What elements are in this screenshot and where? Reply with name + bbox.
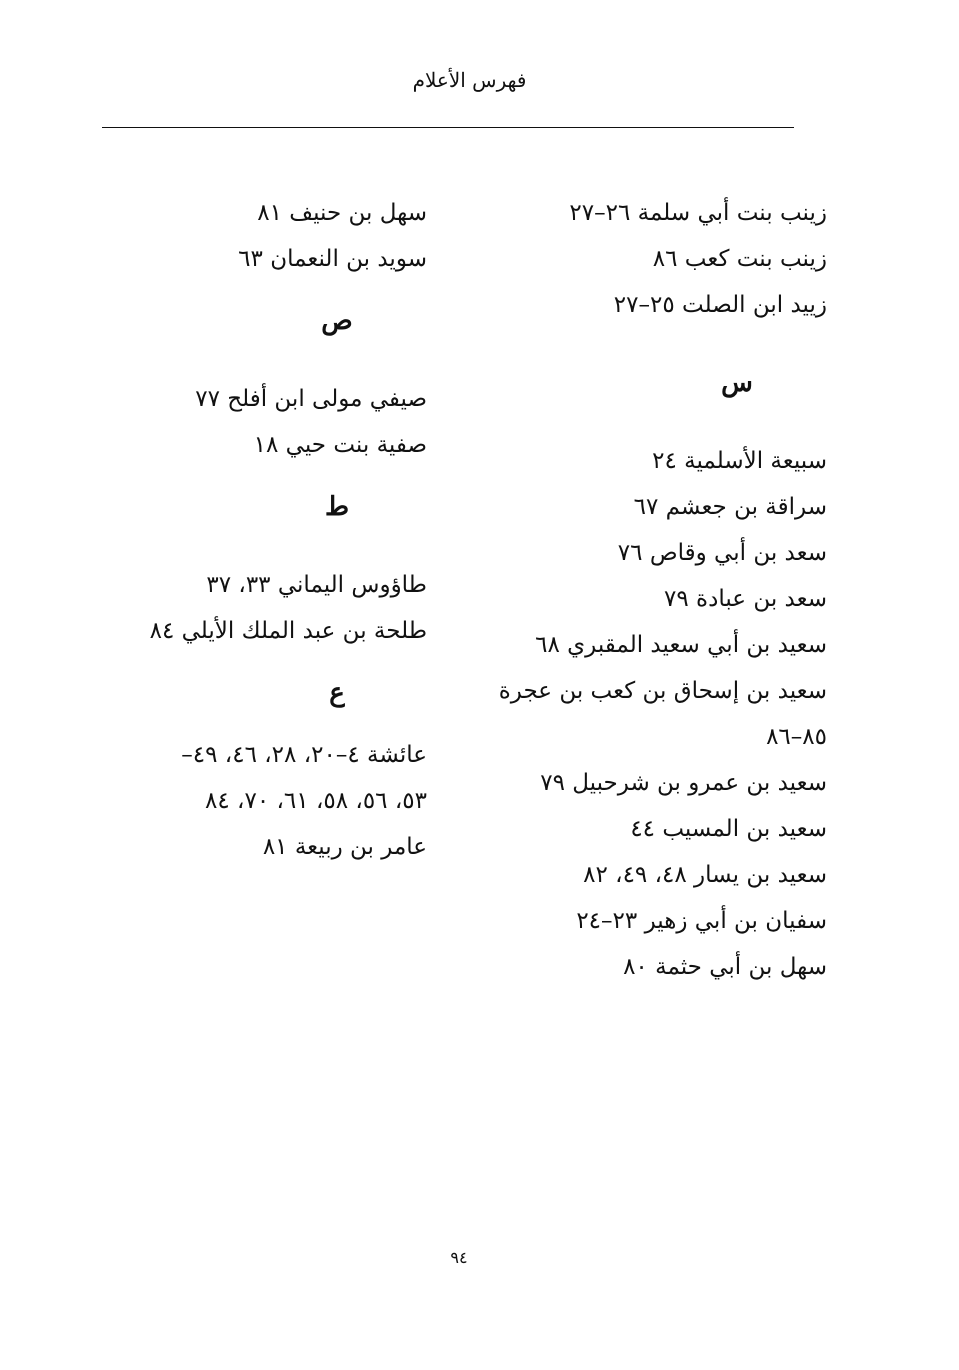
index-entry: سعد بن عبادة ٧٩ [664, 586, 827, 612]
index-entry-continuation: ٨٥–٨٦ [766, 724, 827, 750]
index-entry: سهل بن حنيف ٨١ [257, 200, 427, 226]
index-entry: زييد ابن الصلت ٢٥–٢٧ [613, 292, 827, 318]
index-entry: عامر بن ربيعة ٨١ [262, 834, 427, 860]
index-entry: سعد بن أبي وقاص ٧٦ [617, 540, 827, 566]
index-entry: سعيد بن أبي سعيد المقبري ٦٨ [535, 632, 827, 658]
index-entry: زينب بنت كعب ٨٦ [652, 246, 827, 272]
page-title: فهرس الأعلام [412, 68, 527, 92]
index-entry: سراقة بن جعشم ٦٧ [633, 494, 827, 520]
header-rule [102, 127, 794, 128]
index-entry: سبيعة الأسلمية ٢٤ [652, 448, 827, 474]
section-letter-ta: ط [324, 492, 350, 522]
index-entry: سهل بن أبي حثمة ٨٠ [623, 954, 827, 980]
index-entry: سعيد بن عمرو بن شرحبيل ٧٩ [540, 770, 827, 796]
section-letter-sad: ص [321, 306, 353, 336]
index-entry: صيفي مولى ابن أفلح ٧٧ [195, 386, 427, 412]
index-entry: زينب بنت أبي سلمة ٢٦–٢٧ [569, 200, 827, 226]
section-letter-sin: س [721, 368, 753, 398]
index-entry: سويد بن النعمان ٦٣ [238, 246, 427, 272]
index-entry: سعيد بن إسحاق بن كعب بن عجرة [498, 678, 827, 704]
page-number: ٩٤ [450, 1248, 468, 1267]
index-entry: سعيد بن يسار ٤٨، ٤٩، ٨٢ [583, 862, 827, 888]
index-entry-continuation: ٥٣، ٥٦، ٥٨، ٦١، ٧٠، ٨٤ [205, 788, 427, 814]
index-entry: سعيد بن المسيب ٤٤ [630, 816, 827, 842]
index-entry: طاؤوس اليماني ٣٣، ٣٧ [206, 572, 427, 598]
index-entry: سفيان بن أبي زهير ٢٣–٢٤ [576, 908, 827, 934]
index-entry: طلحة بن عبد الملك الأيلي ٨٤ [149, 618, 427, 644]
index-column-right [487, 190, 827, 990]
section-letter-ain: ع [329, 678, 345, 708]
index-entry: صفية بنت حيي ١٨ [253, 432, 427, 458]
index-column-left [87, 190, 427, 870]
index-entry: عائشة ٤–٢٠، ٢٨، ٤٦، ٤٩– [181, 742, 427, 768]
